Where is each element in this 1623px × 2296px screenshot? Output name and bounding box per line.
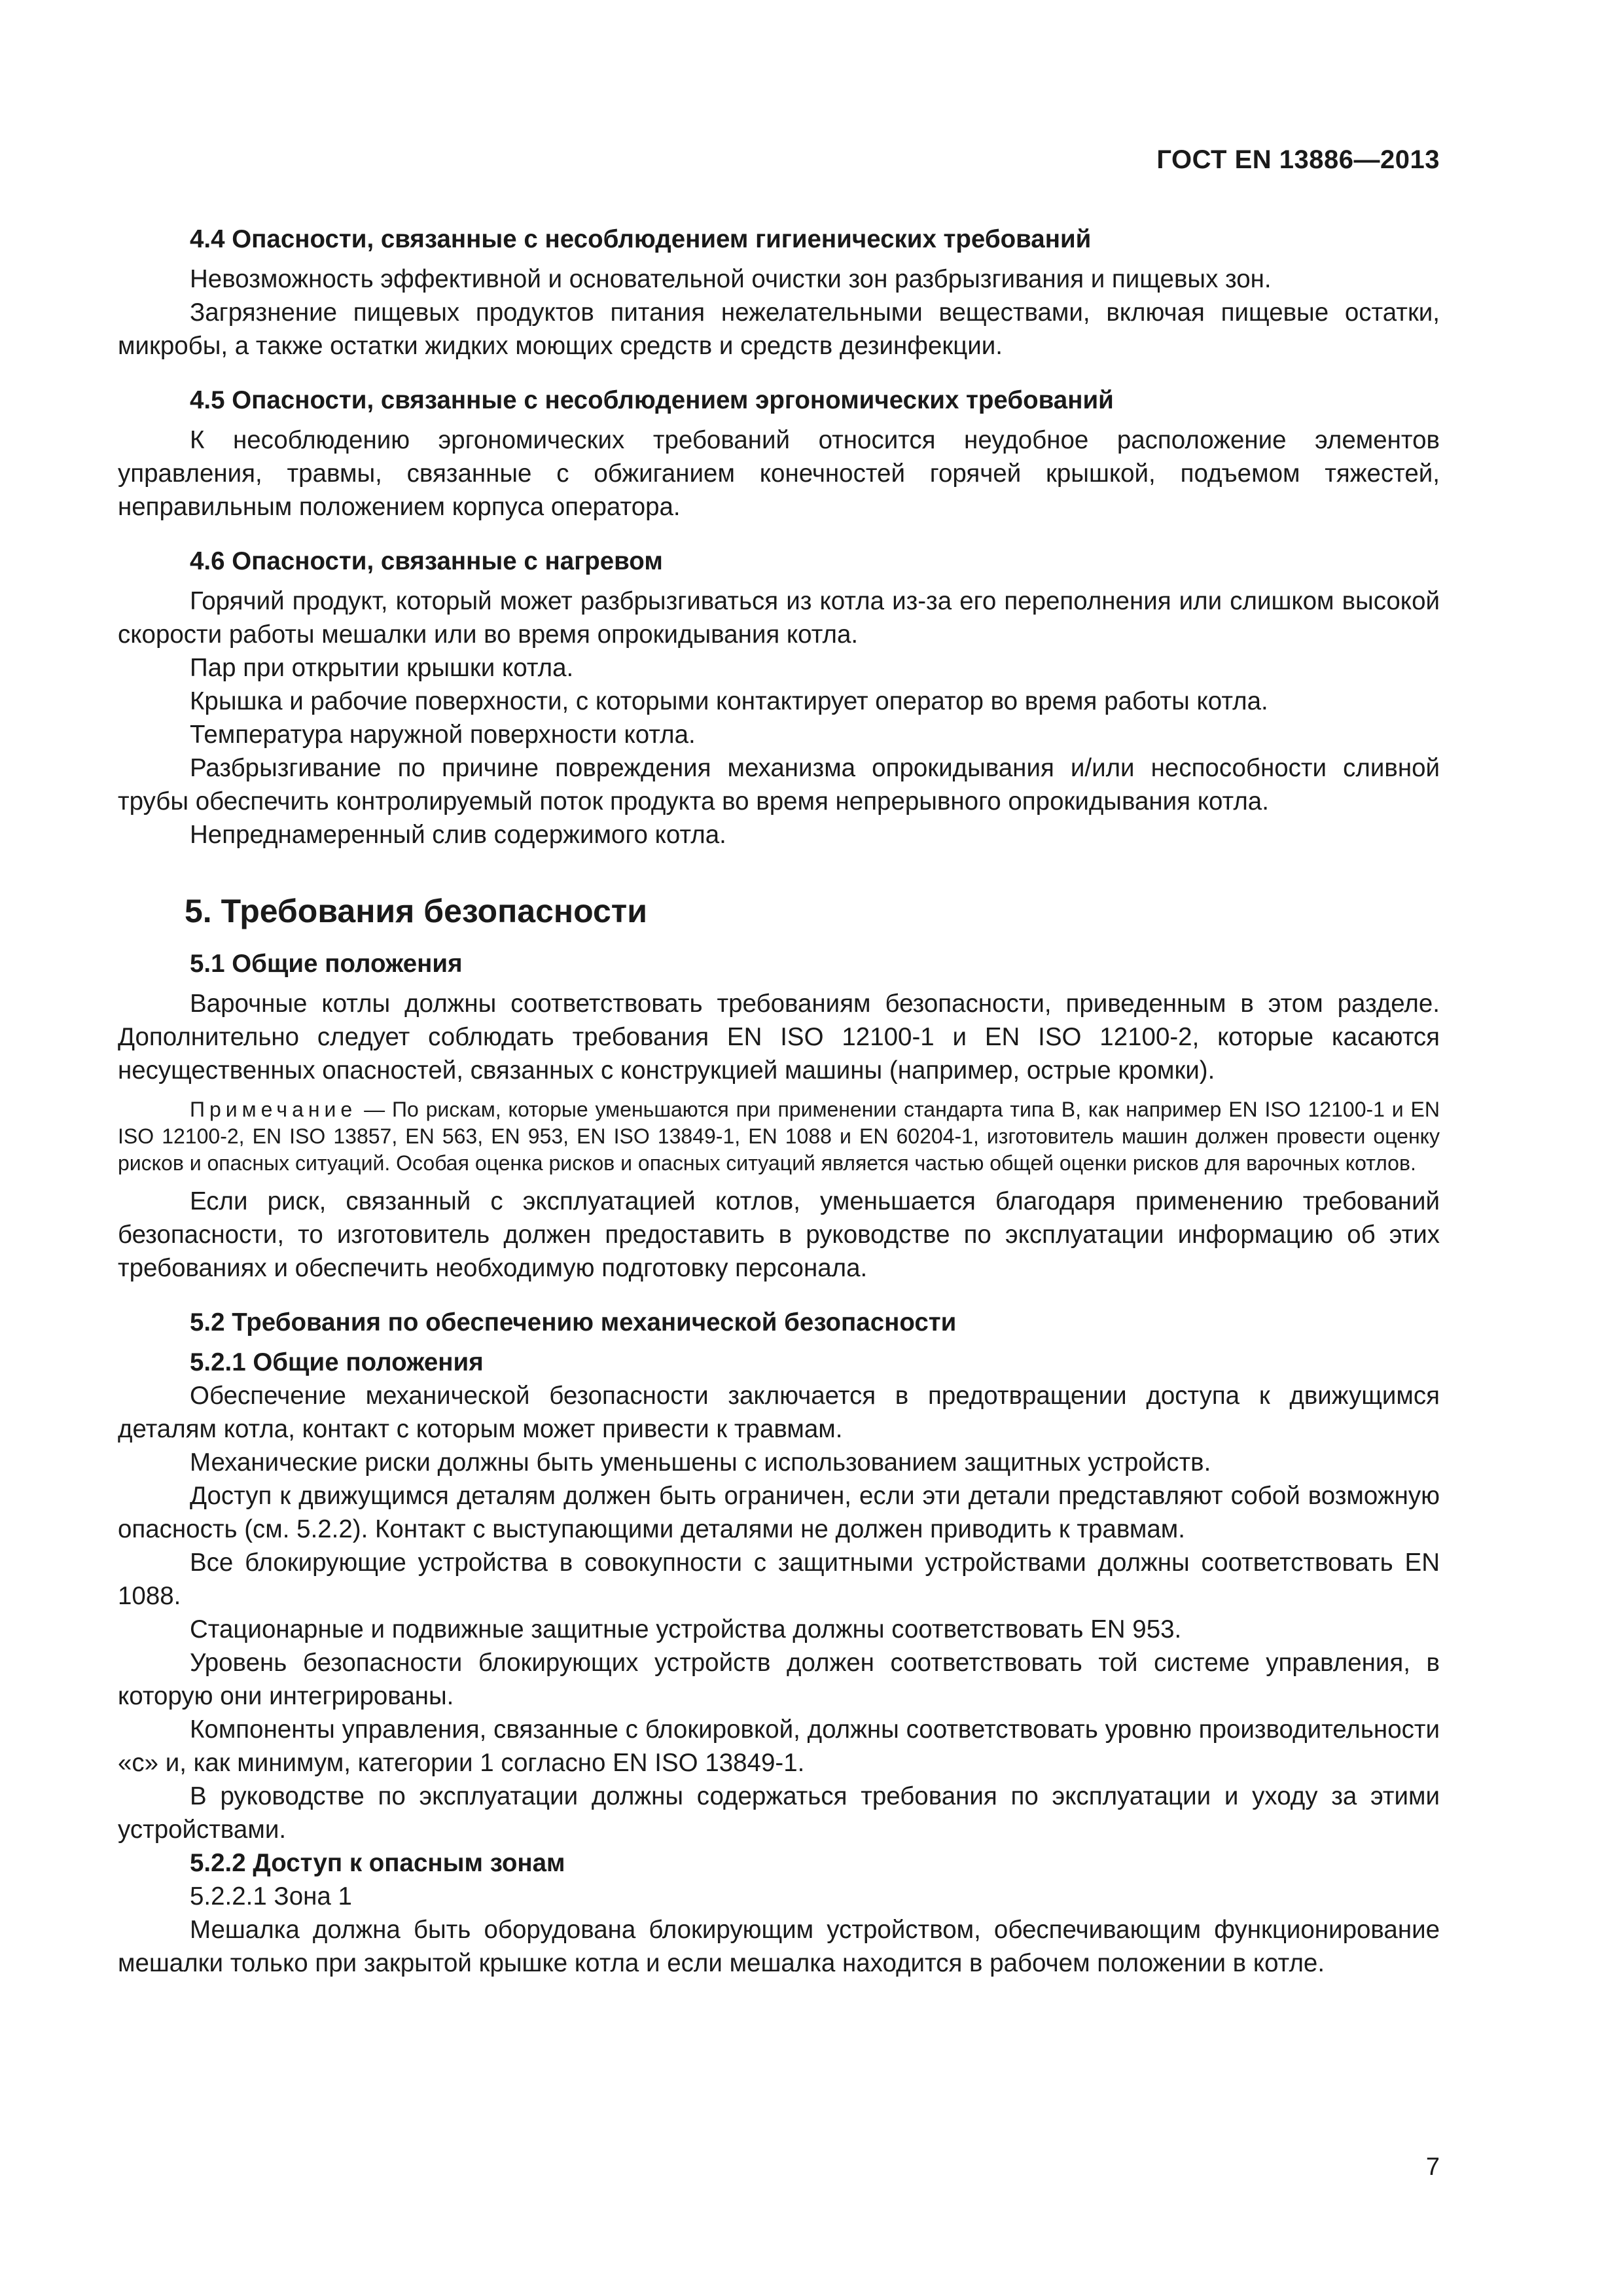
paragraph-5-2-1-2: Механические риски должны быть уменьшены с использованием защитных устройств. [190,1448,1211,1477]
paragraph-5-1-1: Варочные котлы должны соответствовать требованиям безопасности, приведенным в этом разделе. Дополнительно следует соблюдать требования EN ISO 12100-1 и EN ISO 12100-2, которые касаются несущественных опасностей, связанных с конструкцией машины (например, острые кромки). [118,990,1440,1085]
paragraph-4-6-5: Разбрызгивание по причине повреждения механизма опрокидывания и/или неспособности сливной трубы обеспечить контролируемый поток продукта во время непрерывного опрокидывания котла. [118,754,1440,816]
heading-5-2-1: 5.2.1 Общие положения [190,1348,484,1376]
heading-section-5: 5. Требования безопасности [185,893,648,929]
paragraph-5-1-2: Если риск, связанный с эксплуатацией котлов, уменьшается благодаря применению требований безопасности, то изготовитель должен предоставить в руководстве по эксплуатации информацию об этих требованиях и обеспечить необходимую подготовку персонала. [118,1187,1440,1282]
heading-5-1: 5.1 Общие положения [190,950,463,978]
note-paragraph [118,1096,1440,1177]
paragraph-4-6-6: Непреднамеренный слив содержимого котла. [190,821,726,849]
paragraph-5-2-1-1: Обеспечение механической безопасности заключается в предотвращении доступа к движущимся деталям котла, контакт с которым может привести к травмам. [118,1382,1440,1443]
note-label: Примечание [190,1098,357,1121]
paragraph-5-2-1-7: Компоненты управления, связанные с блокировкой, должны соответствовать уровню производительности «с» и, как минимум, категории 1 согласно EN ISO 13849-1. [118,1715,1440,1777]
paragraph-5-2-1-3: Доступ к движущимся деталям должен быть ограничен, если эти детали представляют собой возможную опасность (см. 5.2.2). Контакт с выступающими деталями не должен приводить к травмам. [118,1482,1440,1543]
page-number: 7 [1425,2153,1440,2181]
heading-4-5: 4.5 Опасности, связанные с несоблюдением эргономических требований [190,386,1114,414]
paragraph-4-5-1: К несоблюдению эргономических требований относится неудобное расположение элементов управления, травмы, связанные с обжиганием конечностей горячей крышкой, подъемом тяжестей, неправильным положением корпуса оператора. [118,426,1440,521]
subheading-5-2-2-1: 5.2.2.1 Зона 1 [190,1882,352,1910]
paragraph-4-6-4: Температура наружной поверхности котла. [190,721,696,749]
paragraph-5-2-1-6: Уровень безопасности блокирующих устройств должен соответствовать той системе управления, в которую они интегрированы. [118,1649,1440,1710]
paragraph-5-2-1-4: Все блокирующие устройства в совокупности с защитными устройствами должны соответствовать EN 1088. [118,1549,1440,1610]
document-id-header: ГОСТ EN 13886—2013 [1156,145,1440,174]
paragraph-4-6-1: Горячий продукт, который может разбрызгиваться из котла из-за его переполнения или слишком высокой скорости работы мешалки или во время опрокидывания котла. [118,587,1440,649]
note-block [118,1096,1440,1177]
note-text: — По рискам, которые уменьшаются при применении стандарта типа В, как например EN ISO 12100-1 и EN ISO 12100-2, EN ISO 13857, EN 563, EN 953, EN ISO 13849-1, EN 1088 и EN 60204-1, изготовитель машин должен провести оценку рисков и опасных ситуаций. Особая оценка рисков и опасных ситуаций является частью общей оценки рисков для варочных котлов. [118,1098,1440,1175]
document-page [118,0,1440,2296]
page-content [118,223,1440,1980]
paragraph-5-2-1-5: Стационарные и подвижные защитные устройства должны соответствовать EN 953. [190,1615,1182,1643]
heading-4-6: 4.6 Опасности, связанные с нагревом [190,547,663,575]
paragraph-4-6-3: Крышка и рабочие поверхности, с которыми контактирует оператор во время работы котла. [190,687,1268,715]
heading-5-2: 5.2 Требования по обеспечению механической безопасности [190,1308,957,1336]
paragraph-4-6-2: Пар при открытии крышки котла. [190,654,574,682]
heading-4-4: 4.4 Опасности, связанные с несоблюдением гигиенических требований [190,225,1092,253]
paragraph-5-2-1-8: В руководстве по эксплуатации должны содержаться требования по эксплуатации и уходу за этими устройствами. [118,1782,1440,1844]
paragraph-4-4-1: Невозможность эффективной и основательной очистки зон разбрызгивания и пищевых зон. [190,265,1272,293]
heading-5-2-2: 5.2.2 Доступ к опасным зонам [190,1849,565,1877]
paragraph-4-4-2: Загрязнение пищевых продуктов питания нежелательными веществами, включая пищевые остатки, микробы, а также остатки жидких моющих средств и средств дезинфекции. [118,298,1440,360]
paragraph-5-2-2-1: Мешалка должна быть оборудована блокирующим устройством, обеспечивающим функционирование мешалки только при закрытой крышке котла и если мешалка находится в рабочем положении в котле. [118,1916,1440,1977]
